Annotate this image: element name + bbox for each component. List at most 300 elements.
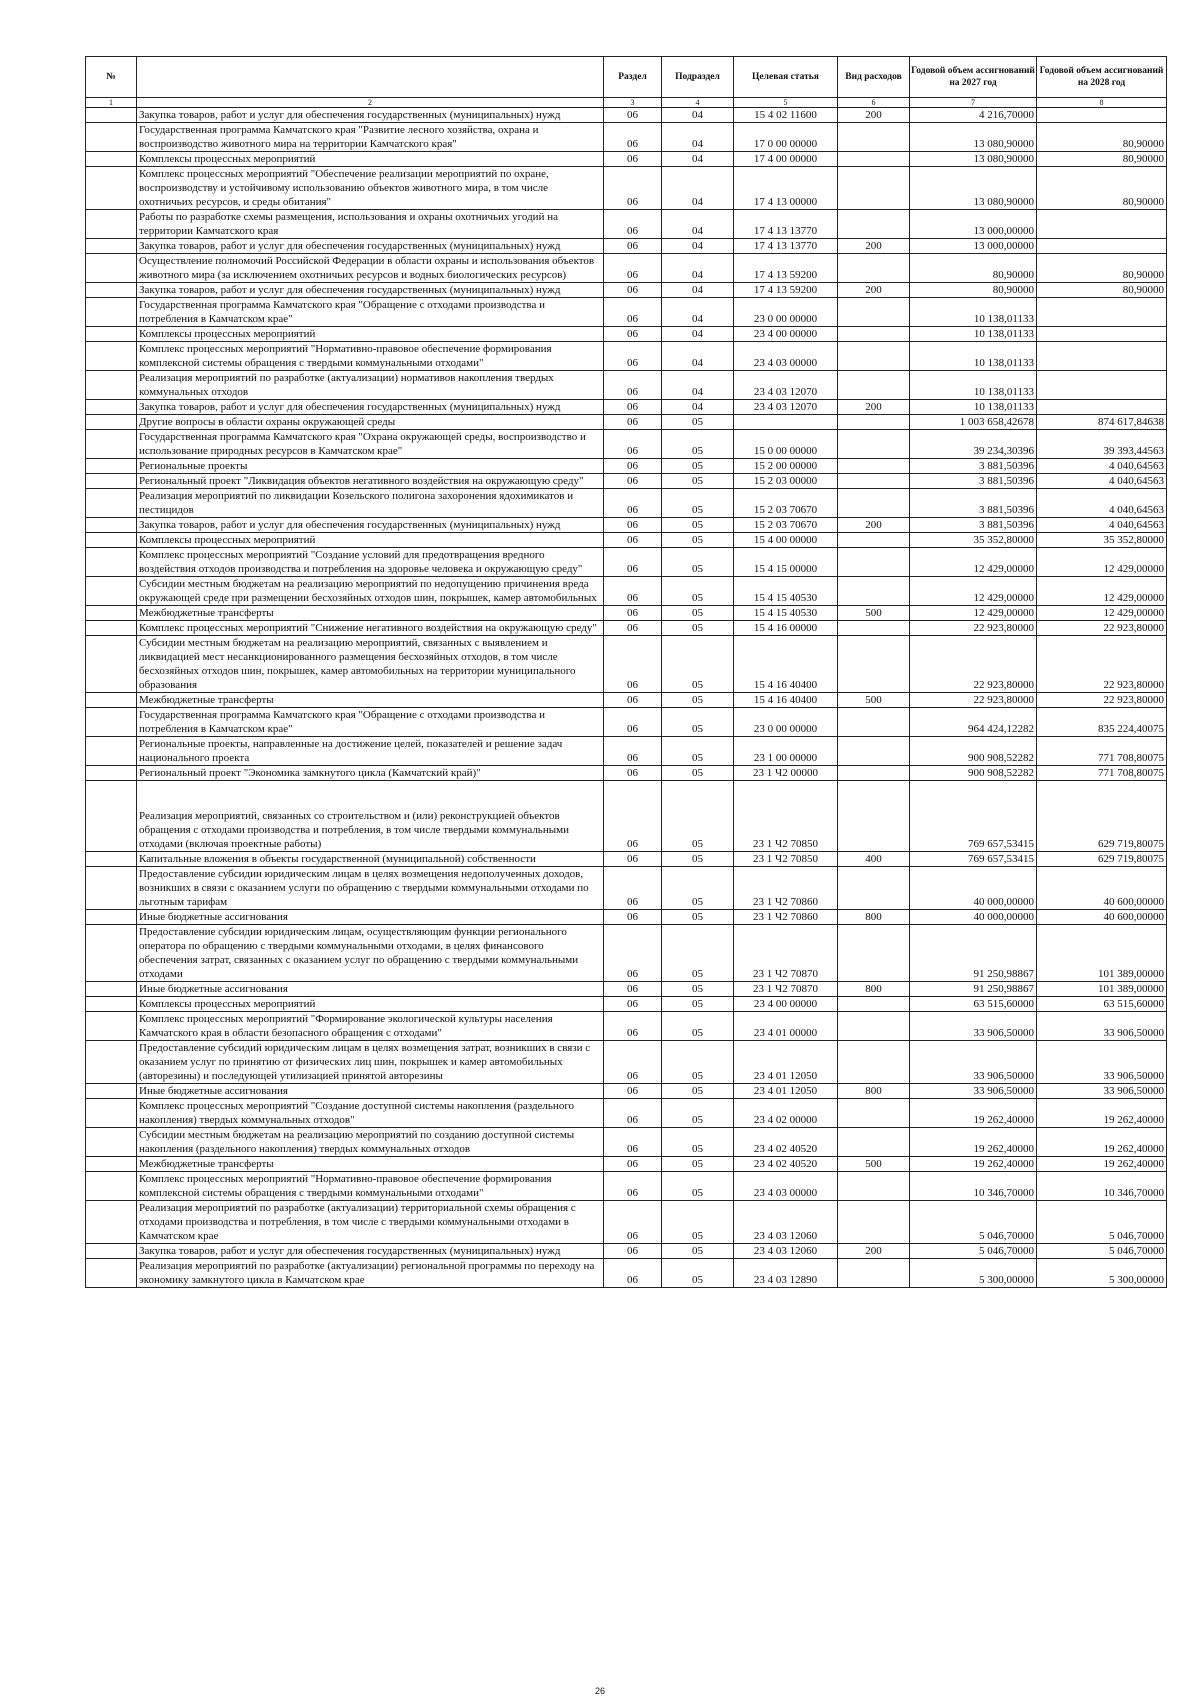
cell-y2028: 19 262,40000 [1037,1128,1167,1157]
cell-podrazdel: 04 [662,371,734,400]
cell-y2028 [1037,239,1167,254]
cell-target: 23 0 00 00000 [734,298,838,327]
cell-razdel: 06 [604,415,662,430]
cell-num [86,342,137,371]
cell-name: Комплексы процессных мероприятий [137,997,604,1012]
cell-exptype [838,997,910,1012]
cell-name: Закупка товаров, работ и услуг для обеспечения государственных (муниципальных) нужд [137,518,604,533]
cell-num [86,167,137,210]
cell-y2028: 4 040,64563 [1037,489,1167,518]
table-row [86,708,1167,737]
cell-num [86,533,137,548]
table-row [86,167,1167,210]
cell-razdel: 06 [604,1041,662,1084]
cell-y2027: 3 881,50396 [910,518,1037,533]
cell-razdel: 06 [604,1099,662,1128]
cell-target: 15 4 15 40530 [734,577,838,606]
cell-name: Региональные проекты [137,459,604,474]
cell-exptype [838,621,910,636]
cell-podrazdel: 05 [662,548,734,577]
cell-num [86,997,137,1012]
cell-target: 23 4 00 00000 [734,997,838,1012]
cell-razdel: 06 [604,621,662,636]
cell-num [86,254,137,283]
cell-razdel: 06 [604,1128,662,1157]
cell-podrazdel: 04 [662,239,734,254]
cell-target: 23 1 00 00000 [734,737,838,766]
table-row [86,108,1167,123]
cell-podrazdel: 04 [662,167,734,210]
table-row [86,1157,1167,1172]
cell-exptype [838,533,910,548]
cell-razdel: 06 [604,283,662,298]
table-row [86,210,1167,239]
cell-exptype [838,548,910,577]
cell-y2028: 22 923,80000 [1037,621,1167,636]
cell-y2027: 5 300,00000 [910,1259,1037,1288]
cell-name: Комплекс процессных мероприятий "Нормативно-правовое обеспечение формирования комплексной системы обращения с твердыми коммунальными отходами" [137,342,604,371]
cell-exptype [838,371,910,400]
cell-razdel: 06 [604,693,662,708]
cell-podrazdel: 04 [662,210,734,239]
cell-y2027: 13 000,00000 [910,210,1037,239]
cell-exptype: 200 [838,1244,910,1259]
cell-exptype [838,342,910,371]
cell-razdel: 06 [604,518,662,533]
cell-target: 17 0 00 00000 [734,123,838,152]
cell-exptype: 500 [838,606,910,621]
cell-target: 17 4 13 59200 [734,283,838,298]
cell-target: 15 4 16 40400 [734,693,838,708]
cell-target: 17 4 13 59200 [734,254,838,283]
cell-podrazdel: 05 [662,1041,734,1084]
cell-y2028: 5 300,00000 [1037,1259,1167,1288]
cell-name: Закупка товаров, работ и услуг для обеспечения государственных (муниципальных) нужд [137,1244,604,1259]
cell-num [86,152,137,167]
cell-y2027: 91 250,98867 [910,925,1037,982]
cell-target: 15 4 00 00000 [734,533,838,548]
cell-name: Комплекс процессных мероприятий "Нормативно-правовое обеспечение формирования комплексной системы обращения с твердыми коммунальными отходами" [137,1172,604,1201]
cell-razdel: 06 [604,606,662,621]
cell-exptype: 400 [838,852,910,867]
cell-podrazdel: 05 [662,925,734,982]
cell-y2027: 39 234,30396 [910,430,1037,459]
table-row [86,693,1167,708]
table-row [86,982,1167,997]
cell-y2027: 964 424,12282 [910,708,1037,737]
cell-podrazdel: 05 [662,910,734,925]
cell-name: Предоставление субсидии юридическим лицам в целях возмещения недополученных доходов, возникших в связи с оказанием услуги по обращению с твердыми коммунальными отходами по льготным тарифам [137,867,604,910]
cell-exptype [838,925,910,982]
cell-podrazdel: 05 [662,1157,734,1172]
cell-num [86,852,137,867]
table-row [86,997,1167,1012]
cell-exptype [838,737,910,766]
cell-target: 23 4 03 00000 [734,1172,838,1201]
cell-y2028: 771 708,80075 [1037,766,1167,781]
cell-target: 23 4 03 12070 [734,371,838,400]
cell-razdel: 06 [604,766,662,781]
cell-num [86,371,137,400]
cell-y2028: 40 600,00000 [1037,910,1167,925]
cell-y2027: 22 923,80000 [910,693,1037,708]
cell-podrazdel: 05 [662,693,734,708]
header-y2028: Годовой объем ассигнований на 2028 год [1037,57,1167,98]
cell-y2028: 80,90000 [1037,152,1167,167]
cell-y2027: 33 906,50000 [910,1012,1037,1041]
cell-y2028: 629 719,80075 [1037,781,1167,852]
cell-y2028: 33 906,50000 [1037,1084,1167,1099]
cell-target: 15 2 00 00000 [734,459,838,474]
cell-num [86,415,137,430]
cell-y2027: 3 881,50396 [910,489,1037,518]
cell-exptype [838,1172,910,1201]
cell-y2028: 874 617,84638 [1037,415,1167,430]
table-row [86,254,1167,283]
cell-target: 23 1 Ч2 00000 [734,766,838,781]
cell-name: Комплекс процессных мероприятий "Снижение негативного воздействия на окружающую среду" [137,621,604,636]
table-row [86,239,1167,254]
cell-exptype [838,123,910,152]
table-row [86,474,1167,489]
cell-target: 23 4 01 12050 [734,1041,838,1084]
table-row [86,415,1167,430]
table-row [86,636,1167,693]
header-razdel: Раздел [604,57,662,98]
cell-num [86,1172,137,1201]
cell-y2027: 10 138,01133 [910,371,1037,400]
cell-podrazdel: 05 [662,1099,734,1128]
cell-name: Реализация мероприятий по разработке (актуализации) региональной программы по переходу на экономику замкнутого цикла в Камчатском крае [137,1259,604,1288]
cell-razdel: 06 [604,254,662,283]
cell-podrazdel: 05 [662,489,734,518]
cell-podrazdel: 05 [662,737,734,766]
cell-podrazdel: 05 [662,533,734,548]
cell-y2027: 900 908,52282 [910,766,1037,781]
cell-target: 23 4 01 00000 [734,1012,838,1041]
cell-y2027: 13 080,90000 [910,167,1037,210]
table-row [86,400,1167,415]
cell-y2028: 22 923,80000 [1037,693,1167,708]
cell-exptype: 800 [838,910,910,925]
cell-y2027: 3 881,50396 [910,459,1037,474]
table-row [86,152,1167,167]
cell-target: 23 4 03 00000 [734,342,838,371]
cell-name: Иные бюджетные ассигнования [137,910,604,925]
cell-name: Реализация мероприятий по разработке (актуализации) нормативов накопления твердых коммунальных отходов [137,371,604,400]
cell-y2027: 35 352,80000 [910,533,1037,548]
table-row [86,371,1167,400]
table-row [86,925,1167,982]
cell-target: 23 1 Ч2 70860 [734,867,838,910]
cell-y2027: 10 138,01133 [910,298,1037,327]
cell-exptype: 200 [838,283,910,298]
cell-num [86,867,137,910]
cell-num [86,1099,137,1128]
cell-podrazdel: 05 [662,766,734,781]
header-exptype: Вид расходов [838,57,910,98]
colnum-6: 6 [838,98,910,108]
cell-num [86,910,137,925]
cell-y2027: 12 429,00000 [910,606,1037,621]
cell-podrazdel: 04 [662,298,734,327]
cell-y2027: 10 138,01133 [910,342,1037,371]
cell-y2028: 5 046,70000 [1037,1201,1167,1244]
cell-y2027: 13 080,90000 [910,152,1037,167]
cell-num [86,1084,137,1099]
table-row [86,1201,1167,1244]
cell-name: Комплексы процессных мероприятий [137,152,604,167]
cell-y2027: 900 908,52282 [910,737,1037,766]
cell-y2028: 4 040,64563 [1037,459,1167,474]
cell-podrazdel: 05 [662,459,734,474]
table-row [86,1244,1167,1259]
cell-num [86,518,137,533]
cell-razdel: 06 [604,239,662,254]
cell-exptype [838,708,910,737]
cell-num [86,327,137,342]
cell-name: Закупка товаров, работ и услуг для обеспечения государственных (муниципальных) нужд [137,400,604,415]
cell-num [86,1012,137,1041]
cell-name: Государственная программа Камчатского края "Развитие лесного хозяйства, охрана и воспроизводство животного мира на территории Камчатского края" [137,123,604,152]
cell-razdel: 06 [604,298,662,327]
cell-razdel: 06 [604,400,662,415]
table-row [86,606,1167,621]
cell-razdel: 06 [604,533,662,548]
cell-podrazdel: 05 [662,1172,734,1201]
cell-y2028: 80,90000 [1037,283,1167,298]
cell-razdel: 06 [604,167,662,210]
colnum-5: 5 [734,98,838,108]
cell-target: 23 1 Ч2 70850 [734,852,838,867]
header-podrazdel: Подраздел [662,57,734,98]
table-row [86,548,1167,577]
cell-y2027: 80,90000 [910,283,1037,298]
cell-podrazdel: 04 [662,254,734,283]
cell-y2027: 769 657,53415 [910,852,1037,867]
cell-podrazdel: 04 [662,108,734,123]
cell-y2028: 33 906,50000 [1037,1041,1167,1084]
cell-y2028: 80,90000 [1037,123,1167,152]
table-row [86,1172,1167,1201]
cell-y2028: 19 262,40000 [1037,1157,1167,1172]
cell-name: Субсидии местным бюджетам на реализацию мероприятий по созданию доступной системы накопления (раздельного накопления) твердых коммунальных отходов [137,1128,604,1157]
cell-num [86,982,137,997]
cell-num [86,459,137,474]
cell-y2027: 4 216,70000 [910,108,1037,123]
cell-num [86,925,137,982]
cell-num [86,1259,137,1288]
cell-exptype [838,1259,910,1288]
cell-num [86,210,137,239]
cell-exptype [838,167,910,210]
cell-razdel: 06 [604,474,662,489]
cell-num [86,108,137,123]
column-number-row [86,98,1167,108]
table-row [86,1012,1167,1041]
cell-razdel: 06 [604,459,662,474]
cell-num [86,636,137,693]
table-row [86,1099,1167,1128]
cell-target: 17 4 00 00000 [734,152,838,167]
cell-name: Межбюджетные трансферты [137,693,604,708]
cell-razdel: 06 [604,708,662,737]
cell-name: Иные бюджетные ассигнования [137,1084,604,1099]
cell-razdel: 06 [604,737,662,766]
cell-name: Закупка товаров, работ и услуг для обеспечения государственных (муниципальных) нужд [137,283,604,298]
cell-name: Предоставление субсидий юридическим лицам в целях возмещения затрат, возникших в связи с оказанием услуг по принятию от физических лиц шин, покрышек и камер автомобильных (авторезины) и последующей утилизацией принятой авторезины [137,1041,604,1084]
cell-y2027: 5 046,70000 [910,1244,1037,1259]
table-body [86,108,1167,1288]
cell-y2028: 33 906,50000 [1037,1012,1167,1041]
cell-target: 17 4 13 13770 [734,239,838,254]
cell-razdel: 06 [604,548,662,577]
colnum-2: 2 [137,98,604,108]
cell-y2028: 101 389,00000 [1037,982,1167,997]
cell-target: 23 1 Ч2 70870 [734,982,838,997]
cell-name: Комплексы процессных мероприятий [137,533,604,548]
header-row [86,57,1167,98]
cell-y2028: 629 719,80075 [1037,852,1167,867]
cell-exptype [838,577,910,606]
cell-num [86,548,137,577]
cell-y2027: 13 000,00000 [910,239,1037,254]
cell-y2027: 80,90000 [910,254,1037,283]
cell-name: Государственная программа Камчатского края "Обращение с отходами производства и потребления в Камчатском крае" [137,708,604,737]
cell-podrazdel: 05 [662,518,734,533]
cell-exptype: 200 [838,518,910,533]
cell-podrazdel: 05 [662,1084,734,1099]
cell-name: Капитальные вложения в объекты государственной (муниципальной) собственности [137,852,604,867]
cell-target: 23 1 Ч2 70870 [734,925,838,982]
cell-y2027: 10 138,01133 [910,327,1037,342]
cell-name: Комплексы процессных мероприятий [137,327,604,342]
table-row [86,123,1167,152]
cell-razdel: 06 [604,152,662,167]
table-row [86,298,1167,327]
cell-y2028: 10 346,70000 [1037,1172,1167,1201]
cell-y2028: 5 046,70000 [1037,1244,1167,1259]
cell-num [86,1128,137,1157]
cell-y2028 [1037,298,1167,327]
cell-name: Иные бюджетные ассигнования [137,982,604,997]
cell-num [86,577,137,606]
cell-y2028: 12 429,00000 [1037,606,1167,621]
table-row [86,621,1167,636]
table-row [86,737,1167,766]
cell-y2028 [1037,371,1167,400]
cell-podrazdel: 04 [662,123,734,152]
cell-exptype [838,327,910,342]
cell-exptype: 800 [838,982,910,997]
table-row [86,577,1167,606]
cell-target: 23 4 03 12890 [734,1259,838,1288]
table-row [86,1084,1167,1099]
table-row [86,1041,1167,1084]
cell-razdel: 06 [604,852,662,867]
cell-razdel: 06 [604,210,662,239]
cell-podrazdel: 05 [662,474,734,489]
cell-razdel: 06 [604,430,662,459]
cell-target: 15 2 03 70670 [734,518,838,533]
cell-name: Межбюджетные трансферты [137,606,604,621]
header-name [137,57,604,98]
header-target: Целевая статья [734,57,838,98]
cell-y2027: 13 080,90000 [910,123,1037,152]
cell-name: Комплекс процессных мероприятий "Обеспечение реализации мероприятий по охране, воспроизводству и устойчивому использованию объектов животного мира, в том числе охотничьих ресурсов, и среды обитания" [137,167,604,210]
cell-razdel: 06 [604,636,662,693]
table-row [86,342,1167,371]
cell-exptype [838,1012,910,1041]
cell-num [86,606,137,621]
cell-target: 23 4 03 12060 [734,1201,838,1244]
cell-podrazdel: 05 [662,577,734,606]
cell-num [86,298,137,327]
table-row [86,533,1167,548]
cell-exptype [838,1201,910,1244]
cell-y2027: 19 262,40000 [910,1128,1037,1157]
cell-target: 15 4 16 00000 [734,621,838,636]
cell-podrazdel: 04 [662,327,734,342]
cell-num [86,708,137,737]
cell-y2027: 22 923,80000 [910,636,1037,693]
cell-target: 15 4 15 00000 [734,548,838,577]
cell-podrazdel: 05 [662,1244,734,1259]
cell-razdel: 06 [604,489,662,518]
cell-target: 23 1 Ч2 70860 [734,910,838,925]
cell-target: 17 4 13 13770 [734,210,838,239]
cell-exptype: 500 [838,1157,910,1172]
cell-exptype [838,1041,910,1084]
cell-exptype [838,1128,910,1157]
colnum-1: 1 [86,98,137,108]
cell-y2027: 769 657,53415 [910,781,1037,852]
cell-podrazdel: 05 [662,997,734,1012]
cell-exptype [838,298,910,327]
cell-razdel: 06 [604,781,662,852]
cell-num [86,430,137,459]
cell-num [86,1244,137,1259]
cell-y2027: 63 515,60000 [910,997,1037,1012]
cell-name: Государственная программа Камчатского края "Охрана окружающей среды, воспроизводство и использование природных ресурсов в Камчатском крае" [137,430,604,459]
cell-name: Региональный проект "Экономика замкнутого цикла (Камчатский край)" [137,766,604,781]
cell-target: 15 4 15 40530 [734,606,838,621]
cell-exptype [838,781,910,852]
table-row [86,1128,1167,1157]
cell-name: Закупка товаров, работ и услуг для обеспечения государственных (муниципальных) нужд [137,239,604,254]
cell-target [734,415,838,430]
cell-podrazdel: 05 [662,621,734,636]
cell-podrazdel: 05 [662,636,734,693]
cell-name: Субсидии местным бюджетам на реализацию мероприятий по недопущению причинения вреда окружающей среде при размещении бесхозяйных отходов шин, покрышек, камер автомобильных [137,577,604,606]
budget-table [85,56,1167,1288]
cell-target: 15 4 16 40400 [734,636,838,693]
cell-podrazdel: 05 [662,982,734,997]
document-page [85,56,1166,1288]
table-row [86,1259,1167,1288]
cell-name: Комплекс процессных мероприятий "Создание условий для предотвращения вредного воздействия отходов производства и потребления на здоровье человека и окружающую среду" [137,548,604,577]
cell-y2028 [1037,108,1167,123]
cell-target: 15 4 02 11600 [734,108,838,123]
cell-name: Закупка товаров, работ и услуг для обеспечения государственных (муниципальных) нужд [137,108,604,123]
cell-name: Региональные проекты, направленные на достижение целей, показателей и решение задач национального проекта [137,737,604,766]
cell-name: Осуществление полномочий Российской Федерации в области охраны и использования объектов животного мира (за исключением охотничьих ресурсов и водных биологических ресурсов) [137,254,604,283]
cell-exptype [838,415,910,430]
cell-y2028: 835 224,40075 [1037,708,1167,737]
cell-y2027: 12 429,00000 [910,577,1037,606]
cell-razdel: 06 [604,925,662,982]
cell-y2028: 12 429,00000 [1037,577,1167,606]
